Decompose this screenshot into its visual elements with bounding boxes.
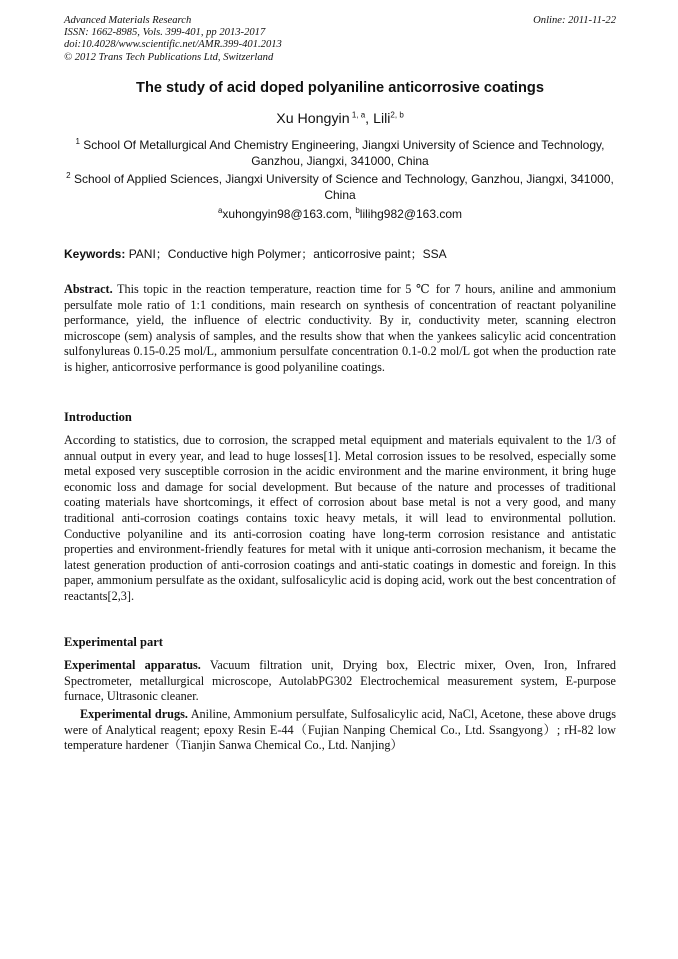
introduction-heading: Introduction (64, 410, 132, 424)
email-a: xuhongyin98@163.com, (222, 207, 356, 221)
affiliation-1-text: School Of Metallurgical And Chemistry Engineering, Jiangxi University of Science and Technology, Ganzhou, Jiangxi, 341000, China (79, 138, 605, 168)
affiliation-1-sup: 1 (75, 137, 80, 146)
abstract-text: This topic in the reaction temperature, reaction time for 5 ℃ for 7 hours, aniline and ammonium persulfate mole ratio of 1:1 conditions, main research on synthesis of concentration of reactant polyaniline performance, yield, the influence of electric conductivity. By ir, conductivity meter, scanning electron microscope (sem) analysis of samples, and the results show that when the yankees salicylic acid concentration sulfonylureas 0.15-0.25 mol/L, ammonium persulfate concentration 0.1-0.2 mol/L got when the production rate is higher, anticorrosive performance is good polyaniline coatings. (64, 282, 616, 374)
keywords-text: PANI；Conductive high Polymer；anticorrosive paint；SSA (128, 247, 447, 261)
affiliation-2 (64, 172, 616, 203)
author-separator: , (365, 111, 374, 127)
keywords-label: Keywords: (64, 247, 129, 261)
affiliation-2-text: School of Applied Sciences, Jiangxi University of Science and Technology, Ganzhou, Jiangxi, 341000, China (70, 172, 614, 202)
author-1: Xu Hongyin (276, 111, 350, 127)
affiliation-1 (64, 138, 616, 169)
author-1-sup: 1, a (349, 110, 366, 120)
issn-line: ISSN: 1662-8985, Vols. 399-401, pp 2013-2017 (64, 27, 266, 39)
apparatus-text: Vacuum filtration unit, Drying box, Electric mixer, Oven, Iron, Infrared Spectrometer, metallurgical microscope, AutolabPG302 Electrochemical measurement system, E-purpose furnace, Ultrasonic cleaner. (64, 658, 617, 704)
paper-title: The study of acid doped polyaniline anticorrosive coatings (136, 80, 544, 96)
experimental-heading: Experimental part (64, 635, 163, 649)
copyright-line: © 2012 Trans Tech Publications Ltd, Switzerland (64, 51, 274, 63)
journal-name: Advanced Materials Research (64, 15, 192, 26)
page-header (64, 15, 616, 64)
introduction-text: According to statistics, due to corrosion, the scrapped metal equipment and materials equivalent to the 1/3 of annual output in every year, and lead to huge losses[1]. Metal corrosion issues to be resolved, especially some metal exposed very susceptible corrosion in the acidic environment and the marine environment, it bring huge economic loss and damage for social development. But because of the nature and processes of traditional coating materials have shortcomings, it effect of corrosion about base metal is not a very good, and many traditional anti-corrosion coatings contains toxic heavy metals, it will lead to environmental pollution. Conductive polyaniline and its anti-corrosion coating have long-term corrosion resistance and antistatic properties and environment-friendly features for metal with it unique anti-corrosion mechanism, it became the latest generation production of anti-corrosion coatings and anti-static coatings in domestic and foreign. In this paper, ammonium persulfate as the oxidant, sulfosalicylic acid is doping acid, work out the best concentration of reactants[2,3]. (64, 433, 616, 603)
email-a-sup: a (217, 206, 223, 215)
abstract (64, 282, 616, 376)
drugs-text: Aniline, Ammonium persulfate, Sulfosalicylic acid, NaCl, Acetone, these above drugs were of Analytical reagent; epoxy Resin E-44（Fujian Nanping Chemical Co., Ltd. Ssangyong）; rH-82 low temperature hardener（Tianjin Sanwa Chemical Co., Ltd. Nanjing） (64, 707, 617, 753)
apparatus-label: Experimental apparatus. (64, 658, 201, 672)
doi-line: doi:10.4028/www.scientific.net/AMR.399-401.2013 (64, 39, 282, 51)
email-b: lilihg982@163.com (359, 207, 463, 221)
email-line (64, 207, 616, 221)
email-b-sup: b (355, 206, 360, 215)
author-line (64, 111, 616, 127)
keywords (64, 245, 616, 262)
abstract-label: Abstract. (64, 282, 113, 296)
drugs-label: Experimental drugs. (80, 707, 188, 721)
author-2: Lili (373, 111, 391, 127)
experimental-drugs (64, 707, 616, 754)
experimental-apparatus (64, 658, 616, 705)
author-2-sup: 2, b (390, 110, 404, 120)
affiliation-2-sup: 2 (66, 171, 71, 180)
online-date: Online: 2011-11-22 (533, 15, 616, 26)
